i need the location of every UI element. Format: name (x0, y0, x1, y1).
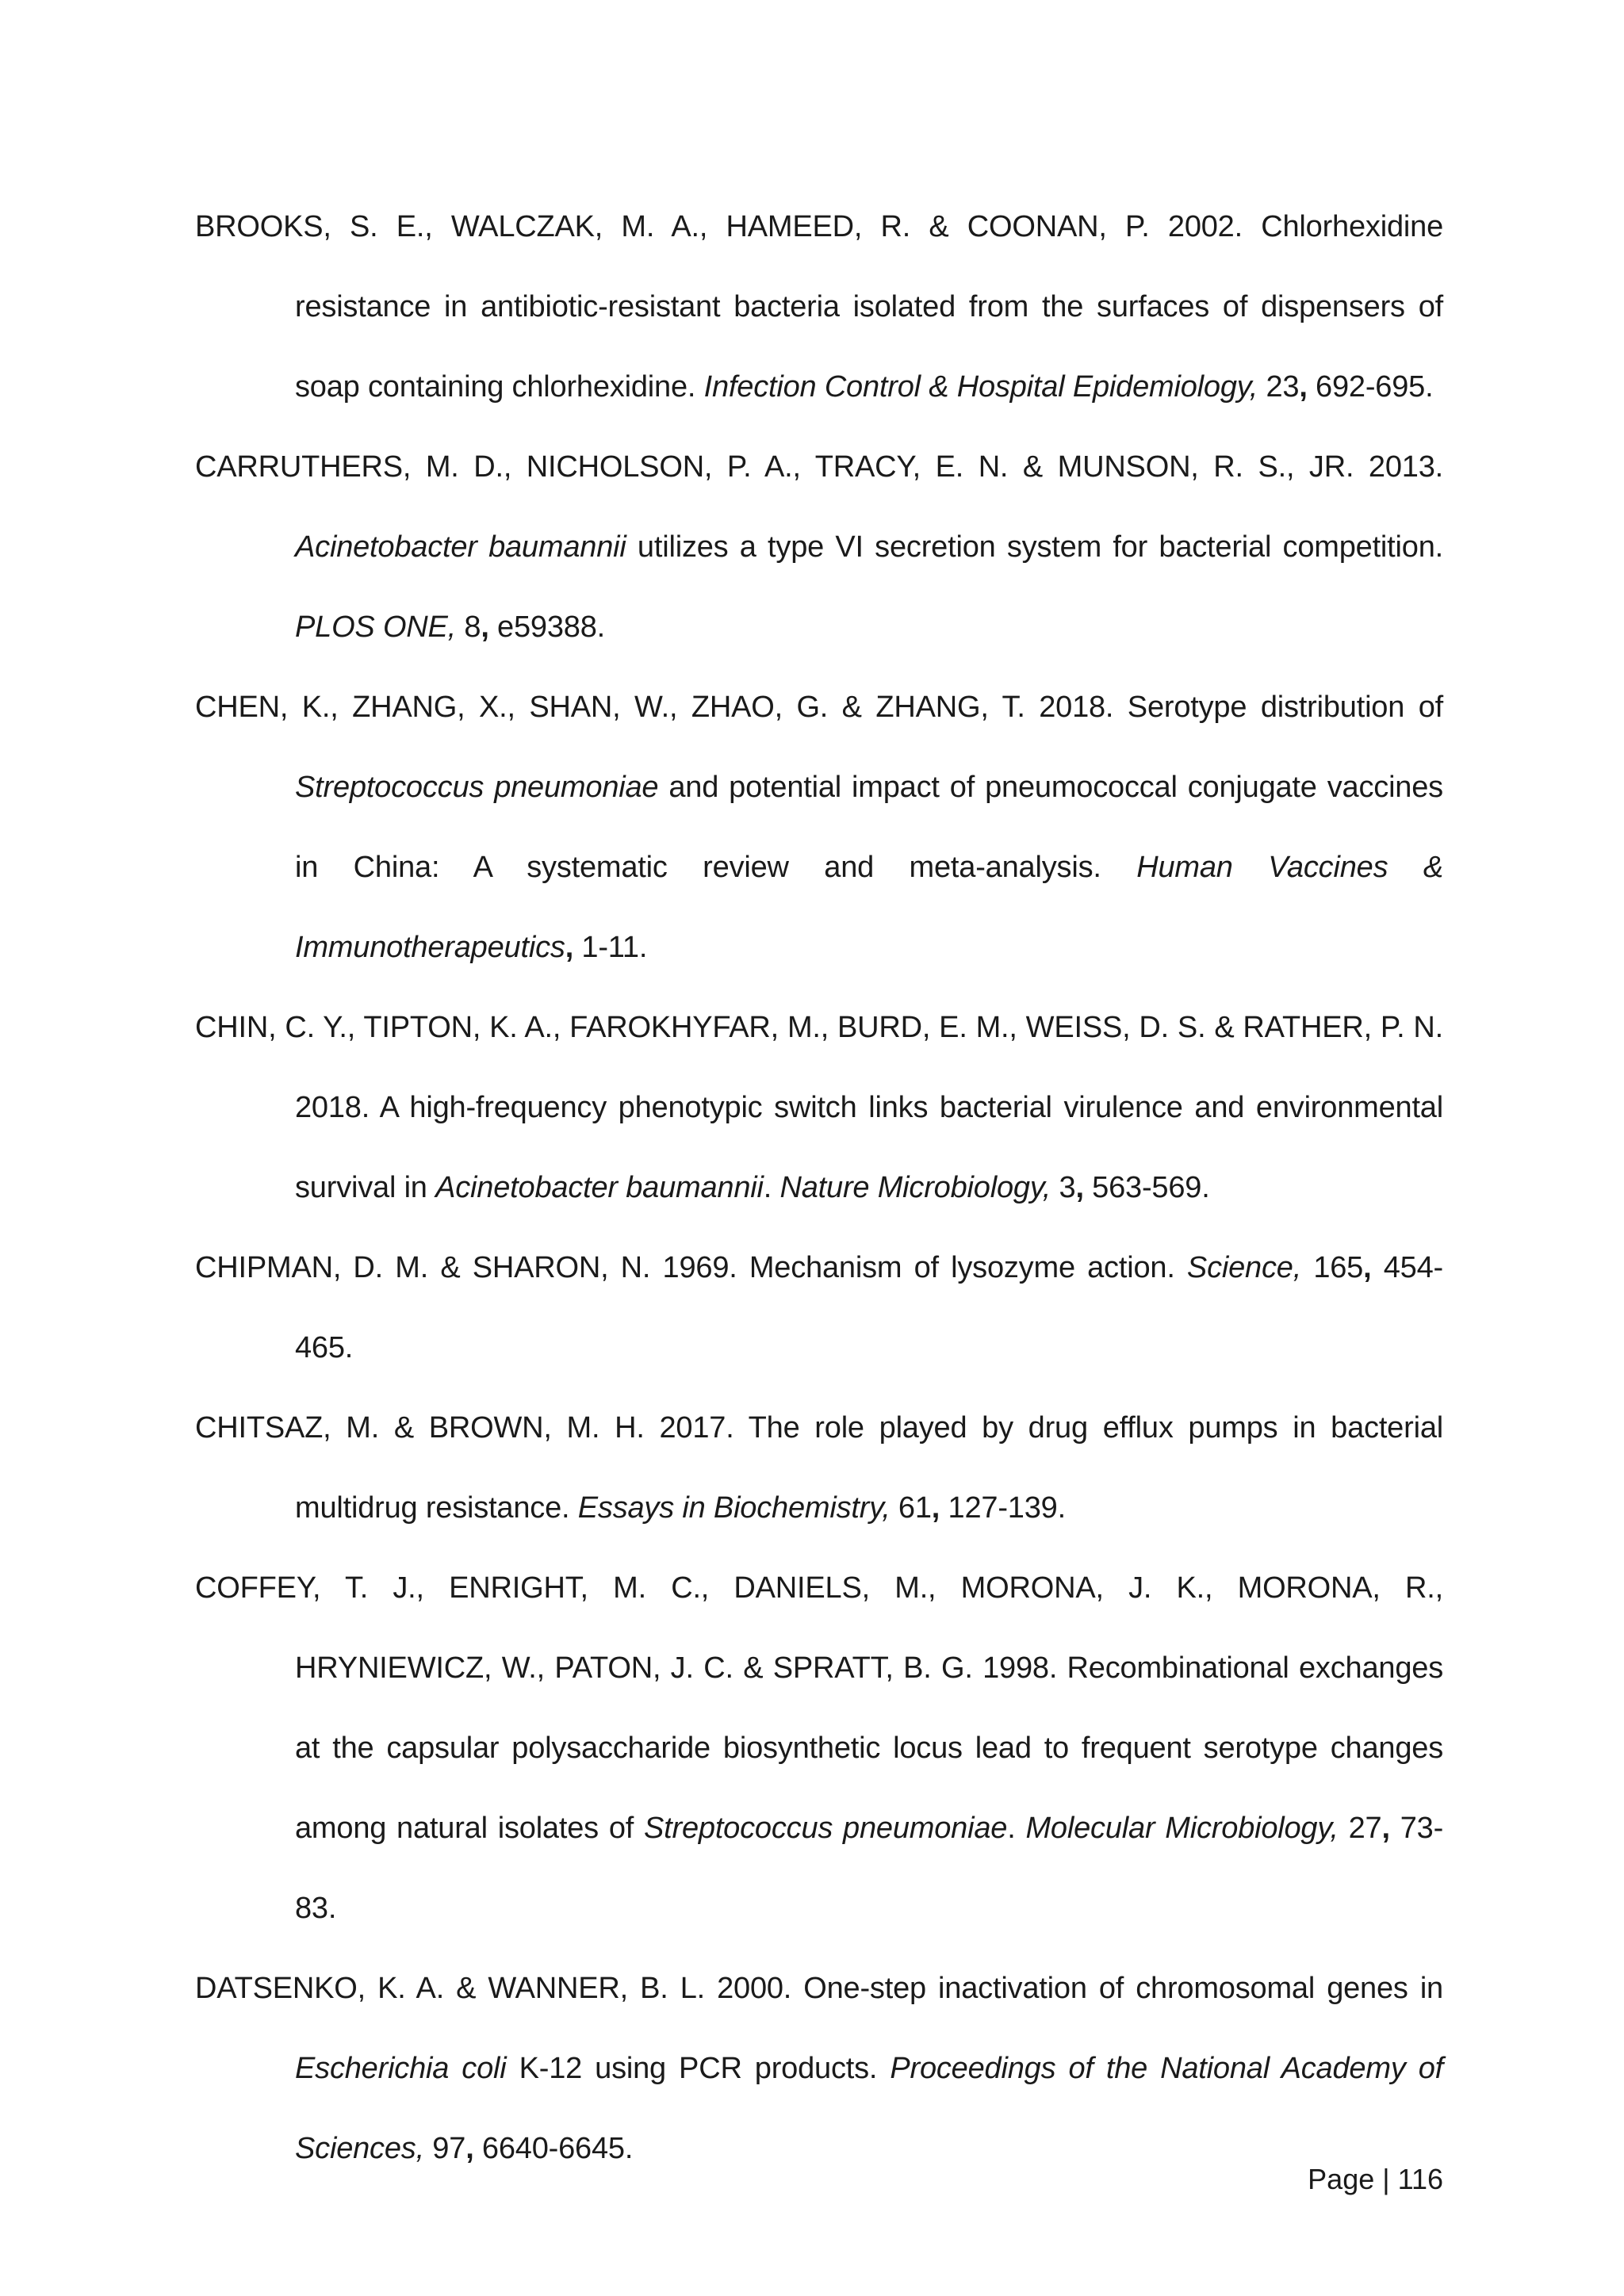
volume-comma: , (1363, 1251, 1372, 1284)
species-name: Streptococcus pneumoniae (295, 771, 659, 804)
page-range: 127-139. (940, 1491, 1066, 1525)
volume-comma: , (481, 610, 489, 644)
journal-title: Science, (1186, 1251, 1302, 1284)
page-range: 563-569. (1083, 1171, 1210, 1204)
reference-entry (195, 1388, 1443, 1548)
reference-text: . (763, 1171, 780, 1204)
volume-number: 8 (456, 610, 481, 644)
journal-title: Essays in Biochemistry, (577, 1491, 891, 1525)
volume-comma: , (1075, 1171, 1084, 1204)
journal-title: Nature Microbiology, (779, 1171, 1051, 1204)
volume-comma: , (465, 2132, 474, 2165)
reference-entry (195, 1548, 1443, 1949)
reference-entry (195, 668, 1443, 988)
volume-number: 23 (1258, 370, 1300, 404)
species-name: Acinetobacter baumannii (435, 1171, 764, 1204)
species-name: Acinetobacter baumannii (295, 530, 626, 564)
page-range: 1-11. (573, 931, 648, 964)
volume-number: 165 (1301, 1251, 1364, 1284)
reference-text: CHIPMAN, D. M. & SHARON, N. 1969. Mechanism of lysozyme action. (195, 1251, 1187, 1284)
volume-comma: , (565, 931, 574, 964)
reference-text: CHIN, C. Y., TIPTON, K. A., FAROKHYFAR, M., BURD, E. M., WEISS, D. S. & RATHER, P. N. 2018. A high-frequency phenotypic switch links bacterial virulence and environmental survival in (195, 1011, 1443, 1204)
page-range: e59388. (488, 610, 606, 644)
reference-text: CHEN, K., ZHANG, X., SHAN, W., ZHAO, G. & ZHANG, T. 2018. Serotype distribution of (195, 691, 1443, 724)
page-range: 6640-6645. (473, 2132, 634, 2165)
reference-list (195, 187, 1443, 2189)
journal-title: Molecular Microbiology, (1025, 1812, 1339, 1845)
page-range: 692-695. (1307, 370, 1434, 404)
volume-number: 3 (1051, 1171, 1076, 1204)
reference-text: . (1007, 1812, 1026, 1845)
page-number: Page | 116 (1308, 2163, 1443, 2195)
species-name: Escherichia coli (295, 2052, 507, 2085)
reference-text: and potential impact of pneumococcal conjugate vaccines in China: A systematic review and meta-analysis. (295, 771, 1443, 884)
reference-entry (195, 1228, 1443, 1388)
page-range: 454-465. (295, 1251, 1443, 1364)
journal-title: PLOS ONE, (295, 610, 457, 644)
species-name: Streptococcus pneumoniae (644, 1812, 1008, 1845)
reference-entry (195, 427, 1443, 668)
volume-number: 61 (890, 1491, 932, 1525)
reference-text: COFFEY, T. J., ENRIGHT, M. C., DANIELS, M., MORONA, J. K., MORONA, R., HRYNIEWICZ, W., PATON, J. C. & SPRATT, B. G. 1998. Recombinational exchanges at the capsular polysaccharide biosynthetic locus lead to frequent serotype changes among natural isolates of (195, 1571, 1443, 1845)
volume-number: 27 (1338, 1812, 1382, 1845)
reference-text: utilizes a type VI secretion system for bacterial competition. (626, 530, 1444, 564)
journal-title: Human Vaccines & Immunotherapeutics (295, 851, 1444, 964)
volume-number: 97 (423, 2132, 466, 2165)
volume-comma: , (1381, 1812, 1390, 1845)
journal-title: Infection Control & Hospital Epidemiology, (703, 370, 1258, 404)
reference-text: K-12 using PCR products. (506, 2052, 891, 2085)
page-range: 73-83. (295, 1812, 1444, 1925)
reference-text: DATSENKO, K. A. & WANNER, B. L. 2000. One-step inactivation of chromosomal genes in (195, 1972, 1443, 2005)
reference-entry (195, 988, 1443, 1228)
reference-entry (195, 187, 1443, 427)
reference-text: BROOKS, S. E., WALCZAK, M. A., HAMEED, R. & COONAN, P. 2002. Chlorhexidine resistance in antibiotic-resistant bacteria isolated from the surfaces of dispensers of soap containing chlorhexidine. (195, 210, 1443, 404)
volume-comma: , (1299, 370, 1308, 404)
reference-text: CARRUTHERS, M. D., NICHOLSON, P. A., TRACY, E. N. & MUNSON, R. S., JR. 2013. (195, 450, 1443, 484)
journal-title: Proceedings of the National Academy of Sciences, (295, 2052, 1443, 2165)
reference-entry (195, 1949, 1443, 2189)
volume-comma: , (931, 1491, 940, 1525)
reference-text: CHITSAZ, M. & BROWN, M. H. 2017. The role played by drug efflux pumps in bacterial multidrug resistance. (195, 1411, 1443, 1525)
